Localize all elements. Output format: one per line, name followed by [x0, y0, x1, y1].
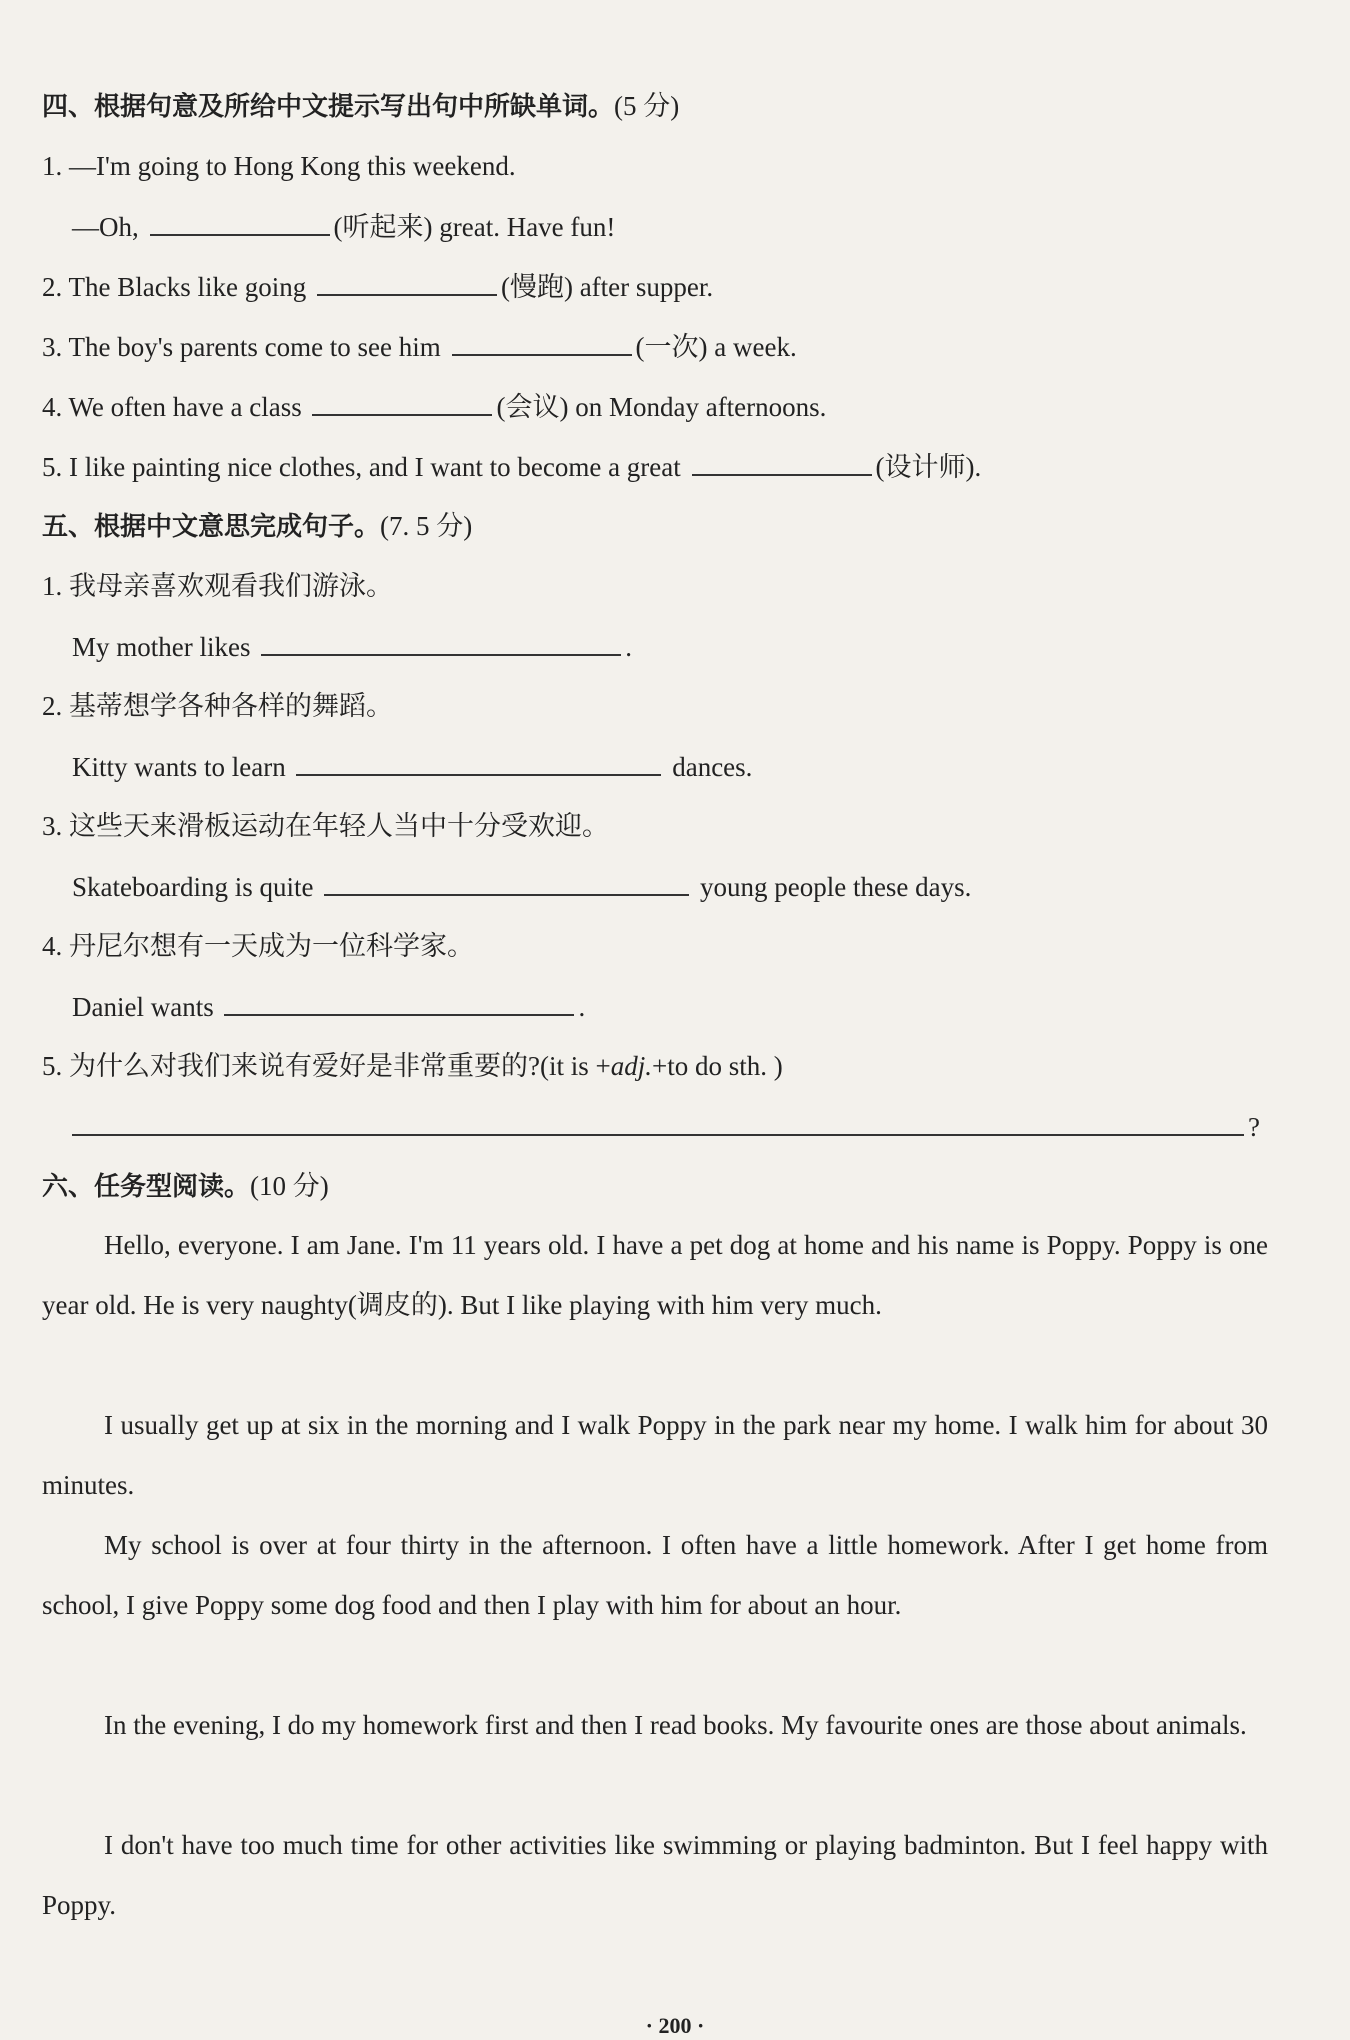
s4-question-1a — [42, 148, 1268, 184]
s4-q5-suffix: (设计师). — [875, 452, 982, 482]
s5-q5-hint-adj: adj. — [610, 1051, 652, 1081]
answer-blank[interactable] — [452, 328, 632, 356]
s4-q5-prefix: 5. I like painting nice clothes, and I want to become a great — [42, 452, 681, 482]
s4-q3-prefix: 3. The boy's parents come to see him — [42, 332, 441, 362]
s5-question-3-cn — [42, 808, 1268, 844]
s5-q3-prefix: Skateboarding is quite — [72, 872, 314, 902]
s5-q4-suffix: . — [578, 992, 586, 1022]
answer-blank[interactable] — [324, 868, 689, 896]
s4-q1b-prefix: —Oh, — [72, 212, 139, 242]
section5-heading — [42, 508, 1268, 545]
s5-q1-chinese: 1. 我母亲喜欢观看我们游泳。 — [42, 571, 393, 601]
s5-q1-suffix: . — [625, 632, 632, 662]
s4-question-2 — [42, 268, 1268, 305]
s5-q4-prefix: Daniel wants — [72, 992, 214, 1022]
s5-q1-prefix: My mother likes — [72, 632, 251, 662]
answer-blank[interactable] — [296, 748, 661, 776]
s5-question-3-en — [72, 868, 1268, 905]
s5-question-1-cn — [42, 568, 1268, 604]
s5-q5-chinese: 5. 为什么对我们来说有爱好是非常重要的? — [42, 1051, 540, 1081]
answer-blank[interactable] — [261, 628, 621, 656]
section6-heading — [42, 1168, 1268, 1205]
s5-q3-suffix: young people these days. — [699, 872, 972, 902]
answer-blank[interactable] — [150, 208, 330, 236]
s4-q3-suffix: (一次) a week. — [635, 332, 797, 362]
answer-blank[interactable] — [692, 448, 872, 476]
s5-q3-chinese: 3. 这些天来滑板运动在年轻人当中十分受欢迎。 — [42, 811, 609, 841]
section4-title: 四、根据句意及所给中文提示写出句中所缺单词。 — [42, 92, 615, 122]
section6-score: (10 分) — [250, 1171, 329, 1201]
s4-question-5 — [42, 448, 1268, 485]
s5-question-2-cn — [42, 688, 1268, 724]
s5-q5-hint-b: +to do sth. ) — [651, 1051, 783, 1081]
answer-blank[interactable] — [224, 988, 574, 1016]
s5-question-5-cn — [42, 1048, 1268, 1084]
paragraph-5-text: I don't have too much time for other activities like swimming or playing badminton. But I feel happy with Poppy. — [42, 1830, 1268, 1920]
s4-q2-prefix: 2. The Blacks like going — [42, 272, 307, 302]
section5-title: 五、根据中文意思完成句子。 — [42, 512, 381, 542]
s5-q4-chinese: 4. 丹尼尔想有一天成为一位科学家。 — [42, 931, 474, 961]
paragraph-1-text: Hello, everyone. I am Jane. I'm 11 years old. I have a pet dog at home and his name is Poppy. Poppy is one year old. He is very naughty(调皮的). But I like playing with him very much. — [42, 1230, 1268, 1320]
reading-paragraph-5 — [42, 1815, 1268, 1935]
reading-paragraph-4 — [42, 1695, 1268, 1755]
s5-question-4-cn — [42, 928, 1268, 964]
s5-question-2-en — [72, 748, 1268, 785]
section5-score: (7. 5 分) — [380, 511, 473, 541]
paragraph-3-text: My school is over at four thirty in the afternoon. I often have a little homework. After I get home from school, I give Poppy some dog food and then I play with him for about an hour. — [42, 1530, 1268, 1620]
s4-question-3 — [42, 328, 1268, 365]
answer-blank[interactable] — [317, 268, 497, 296]
paragraph-2-text: I usually get up at six in the morning and I walk Poppy in the park near my home. I walk him for about 30 minutes. — [42, 1410, 1268, 1500]
s5-q5-hint-a: (it is + — [539, 1051, 611, 1081]
s4-q1a-text: 1. —I'm going to Hong Kong this weekend. — [42, 151, 516, 181]
s5-question-5-answer — [72, 1108, 1268, 1145]
s5-question-1-en — [72, 628, 1268, 665]
reading-paragraph-1 — [42, 1215, 1268, 1335]
s4-q4-suffix: (会议) on Monday afternoons. — [496, 392, 827, 422]
section4-score: (5 分) — [614, 91, 680, 121]
section6-title: 六、任务型阅读。 — [42, 1172, 251, 1202]
answer-blank-long[interactable] — [72, 1108, 1244, 1136]
s5-question-4-en — [72, 988, 1268, 1025]
answer-blank[interactable] — [312, 388, 492, 416]
paragraph-4-text: In the evening, I do my homework first and then I read books. My favourite ones are those about animals. — [104, 1710, 1247, 1740]
s5-q2-chinese: 2. 基蒂想学各种各样的舞蹈。 — [42, 691, 393, 721]
s5-q2-prefix: Kitty wants to learn — [72, 752, 286, 782]
s4-q2-suffix: (慢跑) after supper. — [500, 272, 714, 302]
s5-q5-question-mark: ? — [1248, 1112, 1260, 1142]
reading-paragraph-2 — [42, 1395, 1268, 1515]
s5-q2-suffix: dances. — [672, 752, 753, 782]
s4-question-1b — [72, 208, 1268, 245]
s4-q4-prefix: 4. We often have a class — [42, 392, 302, 422]
page-number: · 200 · — [645, 2013, 705, 2038]
s4-q1b-suffix: (听起来) great. Have fun! — [333, 212, 616, 242]
section4-heading — [42, 88, 1268, 125]
s4-question-4 — [42, 388, 1268, 425]
reading-paragraph-3 — [42, 1515, 1268, 1635]
